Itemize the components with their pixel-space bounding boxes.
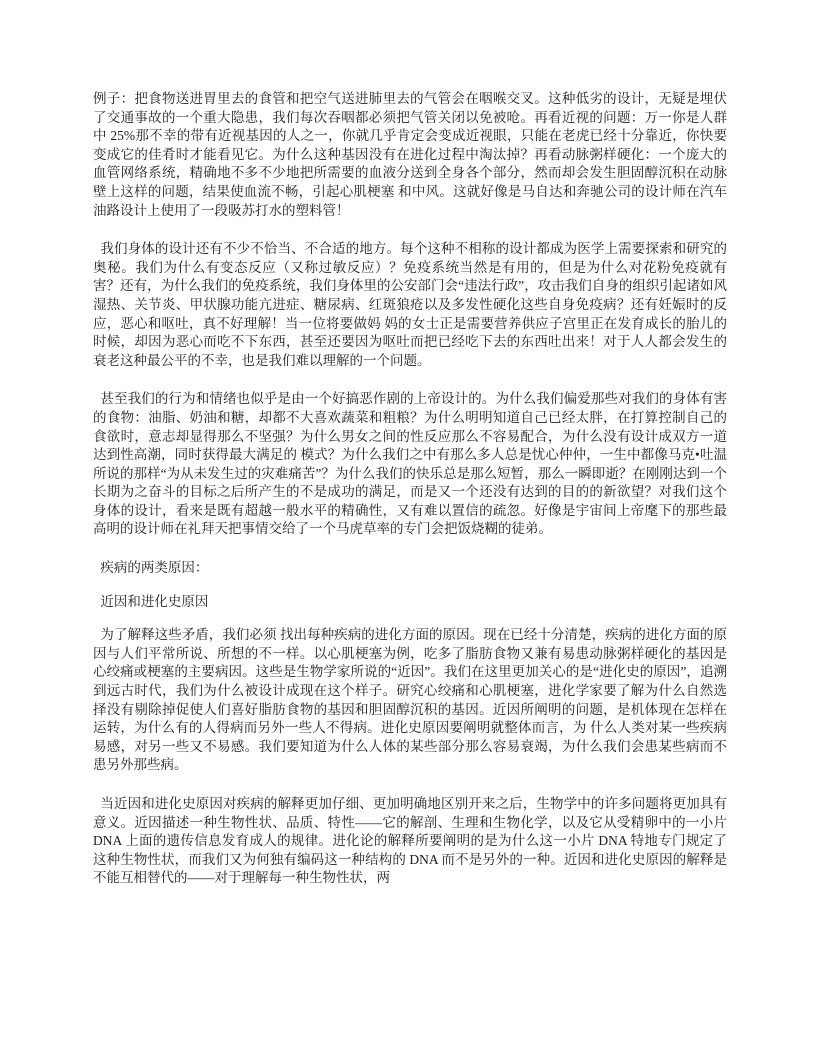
section-heading-proximate-and-evolutionary-causes: 近因和进化史原因	[100, 593, 209, 609]
body-paragraph-distinguishing-explanations: 当近因和进化史原因对疾病的解释更加仔细、更加明确地区别开来之后，生物学中的许多问题将更加具有意义。近因描述一种生物性状、品质、特性——它的解剖、生理和生物化学，以及它从受精卵中的一小片 DNA 上面的遗传信息发育成人的规律。进化论的解释所要阐明的是为什么这一小片 DNA 特地专门规定了这种生物性状，而我们又为何独有编码这一种结构的 DNA 而不是另外的一种。近因和进化史原因的解释是 不能互相替代的——对于理解每一种生物性状，两	[93, 796, 727, 886]
body-paragraph-behavior-emotions: 甚至我们的行为和情绪也似乎是由一个好搞恶作剧的上帝设计的。为什么我们偏爱那些对我们的身体有害的食物：油脂、奶油和糖，却都不大喜欢蔬菜和粗粮？为什么明明知道自己已经太胖，在打算控制自己的食欲时，意志却显得那么不坚强？为什么男女之间的性反应那么不容易配合，为什么没有设计成双方一道达到性高潮，同时获得最大满足的 模式？为什么我们之中有那么多人总是忧心仲仲，一生中都像马克•吐温所说的那样“为从未发生过的灾难痛苦”？为什么我们的快乐总是那么短暂，那么一瞬即逝？在刚刚达到一个长期为之奋斗的目标之后所产生的不是成功的满足，而是又一个还没有达到的目的的新欲望？对我们这个身体的设计，看来是既有超越一般水平的精确性，又有难以置信的疏忽。好像是宇宙间上帝麾下的那些最高明的设计师在礼拜天把事情交给了一个马虎草率的专门会把饭烧糊的徒弟。	[93, 391, 727, 537]
body-paragraph-body-design-mysteries: 我们身体的设计还有不少不恰当、不合适的地方。每个这种不相称的设计都成为医学上需要探索和研究的奥秘。我们为什么有变态反应（又称过敏反应）？免疫系统当然是有用的，但是为什么对花粉免疫就有害？还有，为什么我们的免疫系统，我们身体里的公安部门会“违法行政”，攻击我们自身的组织引起诸如风湿热、关节炎、甲状腺功能亢进症、糖尿病、红斑狼疮以及多发性硬化这些自身免疫病？还有妊娠时的反应，恶心和呕吐，真不好理解！当一位将要做妈 妈的女士正是需要营养供应子宫里正在发育成长的胎儿的时候，却因为恶心而吃不下东西，甚至还要因为呕吐而把已经吃下去的东西吐出来！对于人人都会发生的衰老这种最公平的不幸，也是我们难以理解的一个问题。	[93, 241, 727, 368]
body-paragraph-design-flaws-examples: 例子：把食物送进胃里去的食管和把空气送进肺里去的气管会在咽喉交叉。这种低劣的设计，无疑是埋伏了交通事故的一个重大隐患，我们每次吞咽都必须把气管关闭以免被呛。再看近视的问题：万一你是人群中 25%那不幸的带有近视基因的人之一，你就几乎肯定会变成近视眼，只能在老虎已经十分靠近，你快要变成它的佳肴时才能看见它。为什么这种基因没有在进化过程中淘汰掉？再看动脉粥样硬化：一个庞大的血管网络系统，精确地不多不少地把所需要的血液分送到全身各个部分，然而却会发生胆固醇沉积在动脉壁上这样的问题，结果使血流不畅，引起心肌梗塞 和中风。这就好像是马自达和奔驰公司的设计师在汽车油路设计上使用了一段吸苏打水的塑料管！	[93, 91, 727, 218]
section-heading-two-causes-of-disease: 疾病的两类原因：	[100, 560, 209, 576]
body-paragraph-explaining-contradictions: 为了解释这些矛盾，我们必须 找出每种疾病的进化方面的原因。现在已经十分清楚，疾病的进化方面的原因与人们平常所说、所想的不一样。以心肌梗塞为例，吃多了脂肪食物又兼有易患动脉粥样硬化的基因是心绞痛或梗塞的主要病因。这些是生物学家所说的“近因”。我们在这里更加关心的是“进化史的原因”，追溯到远古时代，我们为什么被设计成现在这个样子。研究心绞痛和心肌梗塞，进化学家要了解为什么自然选择没有剔除掉促使人们喜好脂肪食物的基因和胆固醇沉积的基因。近因所阐明的问题，是机体现在怎样在运转，为什么有的人得病而另外一些人不得病。进化史原因要阐明就整体而言，为 什么人类对某一些疾病易感，对另一些又不易感。我们要知道为什么人体的某些部分那么容易衰竭，为什么我们会患某些病而不患另外那些病。	[93, 627, 727, 773]
text-block	[93, 90, 727, 908]
